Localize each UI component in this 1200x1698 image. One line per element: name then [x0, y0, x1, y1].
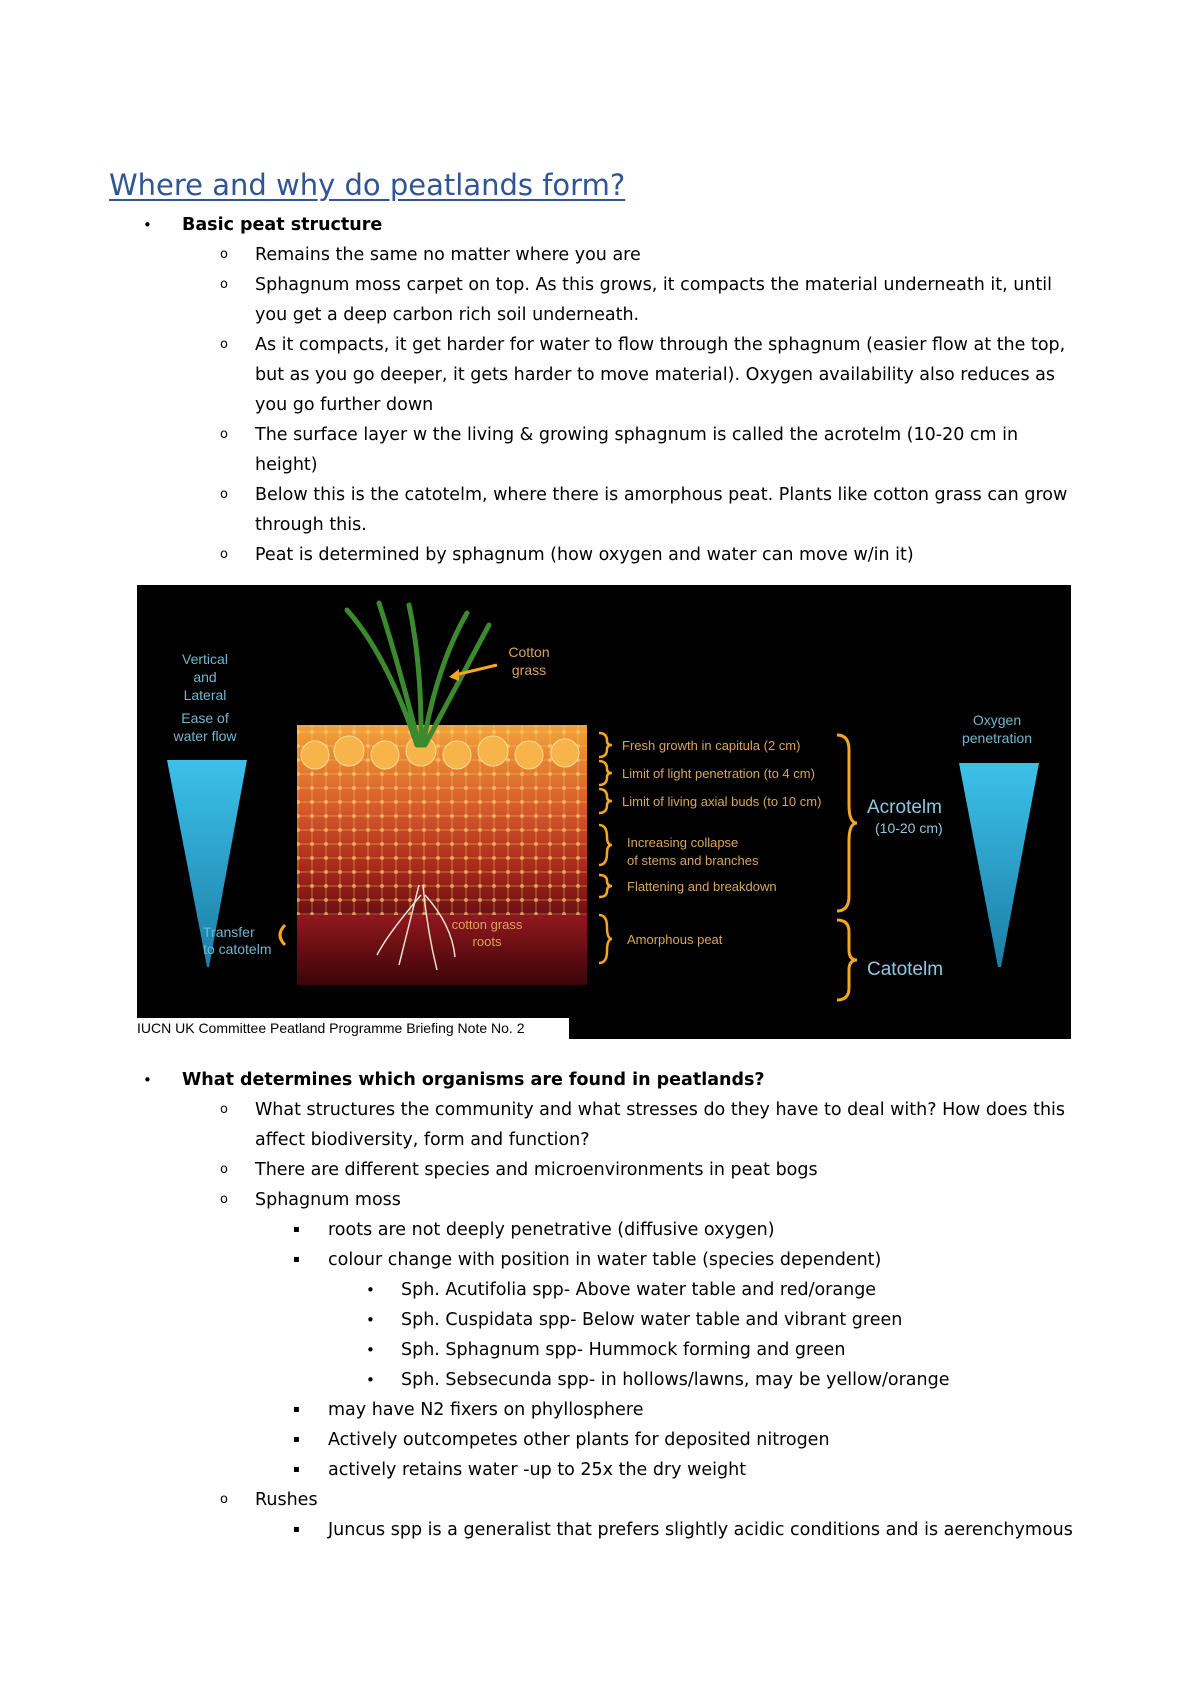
list-item: There are different species and microenvironments in peat bogs	[255, 1160, 818, 1180]
catotelm-label: Catotelm	[867, 959, 944, 980]
bullet-marker: •	[366, 1311, 375, 1329]
list-item: Sphagnum moss	[255, 1190, 401, 1210]
square-marker: ▪	[293, 1404, 300, 1415]
list-item: Juncus spp is a generalist that prefers slightly acidic conditions and is aerenchymous	[328, 1520, 1073, 1540]
section-heading-basic-peat: Basic peat structure	[182, 215, 383, 235]
acrotelm-depth: (10-20 cm)	[875, 820, 943, 836]
bullet-marker: •	[366, 1341, 375, 1359]
roots-label-2: roots	[472, 934, 502, 949]
figure-caption: IUCN UK Committee Peatland Programme Briefing Note No. 2	[137, 1018, 569, 1039]
square-marker: ▪	[293, 1254, 300, 1265]
list-item: colour change with position in water table (species dependent)	[328, 1250, 882, 1270]
list-item: Rushes	[255, 1490, 318, 1510]
list-item: Actively outcompetes other plants for deposited nitrogen	[328, 1430, 830, 1450]
left-label-4: Ease of	[181, 710, 229, 726]
list-item-continuation: through this.	[255, 515, 367, 535]
zone-label: of stems and branches	[627, 853, 759, 868]
peat-diagram	[137, 585, 1071, 1039]
list-item: Sphagnum moss carpet on top. As this grows, it compacts the material underneath it, until	[255, 275, 1053, 295]
list-item-continuation: affect biodiversity, form and function?	[255, 1130, 590, 1150]
oxygen-penetration-funnel	[959, 763, 1039, 967]
bullet-marker: •	[366, 1281, 375, 1299]
cotton-grass-leaves	[347, 603, 489, 745]
bullet-marker: •	[366, 1371, 375, 1389]
square-marker: ▪	[293, 1224, 300, 1235]
circle-marker: o	[220, 1492, 228, 1507]
list-item-continuation: height)	[255, 455, 318, 475]
cotton-arrow-head-icon	[449, 669, 459, 681]
layer-braces	[837, 735, 857, 1000]
bullet-marker: •	[143, 216, 152, 234]
list-item: Below this is the catotelm, where there is amorphous peat. Plants like cotton grass can grow	[255, 485, 1068, 505]
cotton-label-1: Cotton	[508, 644, 550, 660]
list-item: Sph. Cuspidata spp- Below water table and vibrant green	[401, 1310, 903, 1330]
left-label-3: Lateral	[183, 687, 227, 703]
circle-marker: o	[220, 1192, 228, 1207]
transfer-label-1: Transfer	[203, 924, 255, 940]
circle-marker: o	[220, 547, 228, 562]
oxygen-label-1: Oxygen	[972, 712, 1022, 728]
list-item-continuation: you get a deep carbon rich soil underneath.	[255, 305, 640, 325]
bullet-marker: •	[143, 1071, 152, 1089]
roots-label-1: cotton grass	[451, 917, 523, 932]
zone-label: Fresh growth in capitula (2 cm)	[622, 738, 801, 753]
zone-label: Amorphous peat	[627, 932, 723, 947]
transfer-arrow-icon	[280, 925, 285, 945]
list-item: may have N2 fixers on phyllosphere	[328, 1400, 644, 1420]
zone-label: Limit of light penetration (to 4 cm)	[622, 766, 815, 781]
list-item: What structures the community and what stresses do they have to deal with? How does this	[255, 1100, 1066, 1120]
list-item: Sph. Sphagnum spp- Hummock forming and green	[401, 1340, 846, 1360]
square-marker: ▪	[293, 1434, 300, 1445]
list-item-continuation: but as you go deeper, it gets harder to move material). Oxygen availability also reduces as	[255, 365, 1055, 385]
list-item: Peat is determined by sphagnum (how oxygen and water can move w/in it)	[255, 545, 914, 565]
cotton-arrow-icon	[455, 665, 497, 675]
zone-label: Flattening and breakdown	[627, 879, 777, 894]
peat-structure-figure	[137, 585, 1071, 1039]
list-item: The surface layer w the living & growing sphagnum is called the acrotelm (10-20 cm in	[255, 425, 1019, 445]
list-item: roots are not deeply penetrative (diffusive oxygen)	[328, 1220, 775, 1240]
list-item: Sph. Sebsecunda spp- in hollows/lawns, may be yellow/orange	[401, 1370, 950, 1390]
transfer-label-2: to catotelm	[203, 941, 272, 957]
circle-marker: o	[220, 1102, 228, 1117]
square-marker: ▪	[293, 1524, 300, 1535]
zone-label: Increasing collapse	[627, 835, 739, 850]
list-item-continuation: you go further down	[255, 395, 434, 415]
zone-label: Limit of living axial buds (to 10 cm)	[622, 794, 822, 809]
left-label-5: water flow	[173, 728, 237, 744]
page-title: Where and why do peatlands form?	[109, 168, 626, 202]
list-item: Remains the same no matter where you are	[255, 245, 641, 265]
acrotelm-label: Acrotelm	[867, 797, 942, 818]
left-label-1: Vertical	[182, 651, 228, 667]
cotton-label-2: grass	[511, 662, 547, 678]
left-label-2: and	[193, 669, 217, 685]
list-item: As it compacts, it get harder for water to flow through the sphagnum (easier flow at the top,	[255, 335, 1066, 355]
section-heading-organisms: What determines which organisms are found in peatlands?	[182, 1070, 765, 1090]
list-item: Sph. Acutifolia spp- Above water table and red/orange	[401, 1280, 877, 1300]
circle-marker: o	[220, 337, 228, 352]
circle-marker: o	[220, 247, 228, 262]
circle-marker: o	[220, 487, 228, 502]
list-item: actively retains water -up to 25x the dry weight	[328, 1460, 747, 1480]
square-marker: ▪	[293, 1464, 300, 1475]
zone-braces	[599, 733, 612, 963]
oxygen-label-2: penetration	[961, 730, 1033, 746]
circle-marker: o	[220, 277, 228, 292]
circle-marker: o	[220, 1162, 228, 1177]
circle-marker: o	[220, 427, 228, 442]
